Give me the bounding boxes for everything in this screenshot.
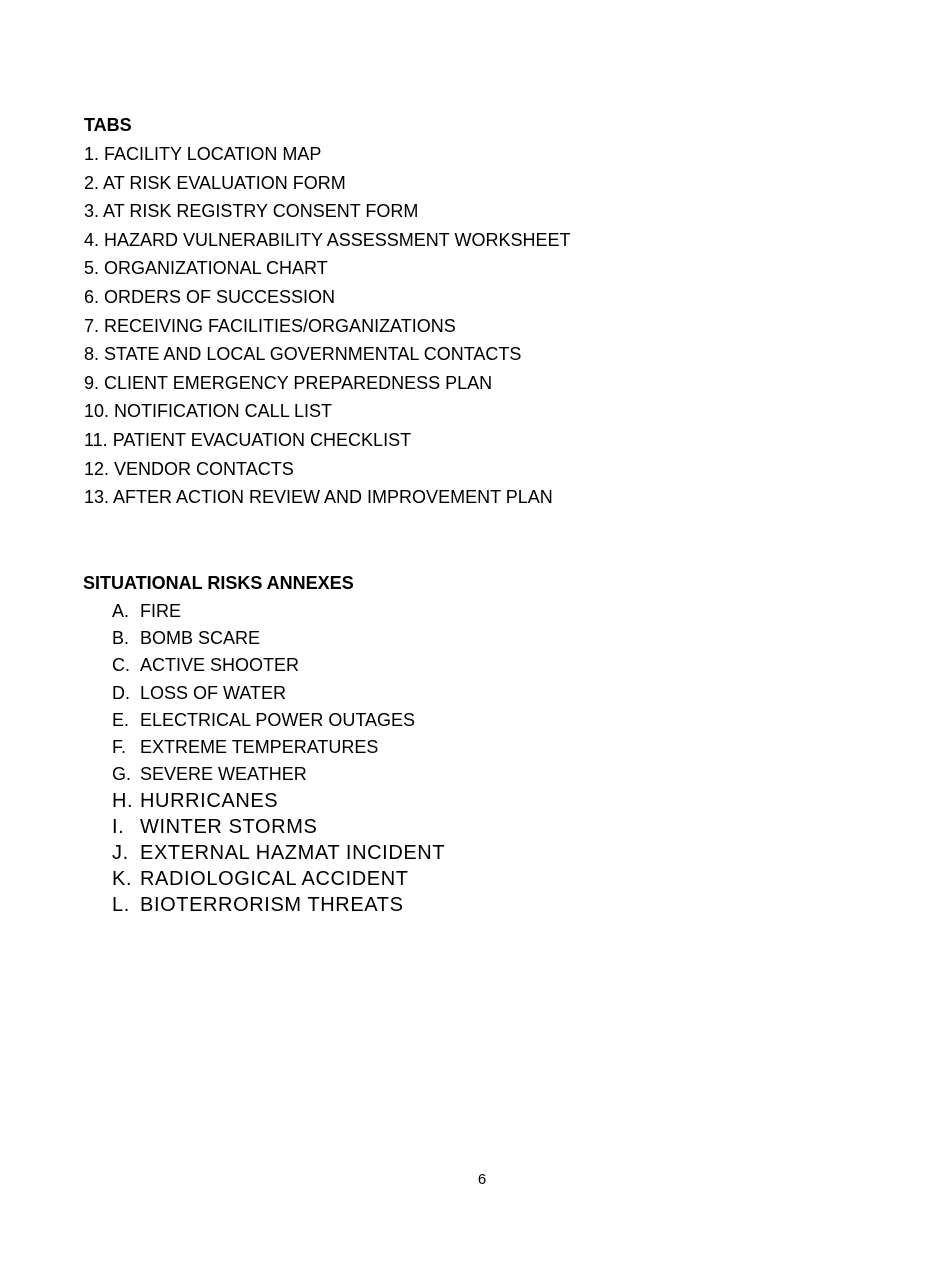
annex-letter: G. <box>112 764 132 785</box>
tab-item-governmental-contacts: 8. STATE AND LOCAL GOVERNMENTAL CONTACTS <box>84 344 522 365</box>
annex-letter: I. <box>112 816 125 839</box>
tab-item-at-risk-evaluation-form: 2. AT RISK EVALUATION FORM <box>84 172 346 193</box>
annex-letter: F. <box>112 736 127 757</box>
annex-text: ACTIVE SHOOTER <box>140 655 300 676</box>
annexes-heading: SITUATIONAL RISKS ANNEXES <box>83 573 354 593</box>
annex-item <box>112 709 445 736</box>
tab-item-hazard-vulnerability-assessment: 4. HAZARD VULNERABILITY ASSESSMENT WORKSHEET <box>84 229 571 250</box>
annex-text: BIOTERRORISM THREATS <box>140 893 404 916</box>
annex-item <box>112 682 445 709</box>
tab-item-patient-evacuation-checklist: 11. PATIENT EVACUATION CHECKLIST <box>84 429 412 450</box>
annex-item <box>112 627 445 654</box>
annex-item <box>112 816 445 842</box>
tab-item-after-action-review: 13. AFTER ACTION REVIEW AND IMPROVEMENT PLAN <box>84 487 553 508</box>
annex-item <box>112 736 445 763</box>
tab-item-notification-call-list: 10. NOTIFICATION CALL LIST <box>84 401 333 422</box>
tab-item-vendor-contacts: 12. VENDOR CONTACTS <box>84 458 294 479</box>
annexes-list <box>112 600 445 919</box>
annex-letter: D. <box>112 682 130 703</box>
annex-text: RADIOLOGICAL ACCIDENT <box>140 867 409 890</box>
annex-item <box>112 763 445 790</box>
annex-letter: H. <box>112 790 134 813</box>
annex-text: FIRE <box>140 601 182 621</box>
annex-letter: B. <box>112 628 130 649</box>
annex-item <box>112 842 445 868</box>
annex-text: BOMB SCARE <box>140 628 261 649</box>
tabs-heading: TABS <box>84 115 132 135</box>
annex-text: WINTER STORMS <box>140 816 318 839</box>
annex-text: SEVERE WEATHER <box>140 764 307 785</box>
annex-text: LOSS OF WATER <box>140 682 287 703</box>
tab-item-facility-location-map: 1. FACILITY LOCATION MAP <box>84 144 322 164</box>
annex-letter: L. <box>112 893 130 916</box>
tab-item-receiving-facilities: 7. RECEIVING FACILITIES/ORGANIZATIONS <box>84 315 456 336</box>
tab-item-organizational-chart: 5. ORGANIZATIONAL CHART <box>84 258 328 279</box>
annex-text: ELECTRICAL POWER OUTAGES <box>140 709 416 730</box>
tab-item-orders-of-succession: 6. ORDERS OF SUCCESSION <box>84 286 336 307</box>
annex-letter: K. <box>112 867 133 890</box>
annex-letter: A. <box>112 601 130 621</box>
page-number: 6 <box>477 1171 487 1188</box>
annex-letter: E. <box>112 709 130 730</box>
annex-item <box>112 894 445 920</box>
annex-item <box>112 868 445 894</box>
annex-letter: J. <box>112 841 129 864</box>
annex-letter: C. <box>112 655 130 676</box>
annex-text: EXTREME TEMPERATURES <box>140 736 379 757</box>
annex-text: EXTERNAL HAZMAT INCIDENT <box>140 841 446 864</box>
annex-item <box>112 790 445 816</box>
annex-item <box>112 600 445 627</box>
annex-text: HURRICANES <box>140 790 279 813</box>
annex-item <box>112 654 445 681</box>
tabs-list <box>84 143 570 515</box>
tab-item-client-emergency-plan: 9. CLIENT EMERGENCY PREPAREDNESS PLAN <box>84 372 493 393</box>
tab-item-at-risk-registry-consent-form: 3. AT RISK REGISTRY CONSENT FORM <box>84 201 419 222</box>
